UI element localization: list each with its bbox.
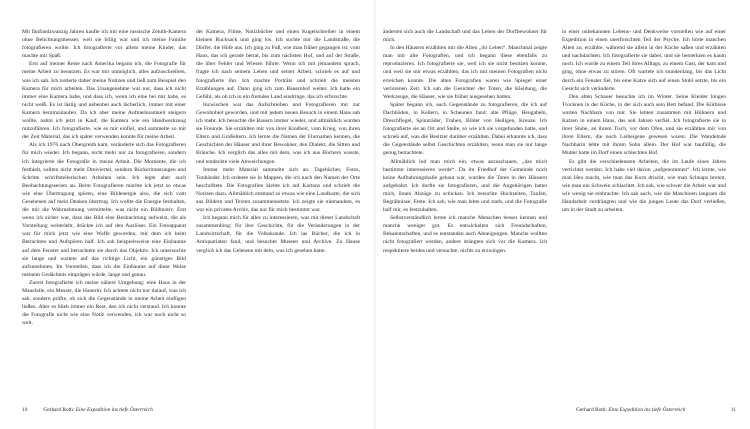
paragraph: Allmählich lud man mich ein, etwas anzuschauen, „das mich bestimmt interessieren werde“. Da im Friedhof der Gemeinde noch keine Aufbahrungshalle gebaut war, wurden die Toten in den Häusern aufgebahrt. Ich durfte sie fotografieren, und die Angehörigen baten mich, ihnen Abzüge zu schicken. Ich besuchte Hochzeiten, Taufen, Begräbnisse, Feste. Ich sah, wie man lebte und starb, und die Fotografie half mir, es festzuhalten. bbox=[383, 158, 547, 214]
running-footer-title: Eine Expedition ins tiefe Österreich bbox=[75, 407, 153, 413]
left-page-column-1 bbox=[22, 28, 186, 404]
left-page-column-2 bbox=[196, 28, 360, 404]
left-page-footer bbox=[22, 407, 153, 414]
running-footer-author: Gerhard Roth: bbox=[43, 407, 75, 413]
right-page bbox=[375, 0, 750, 429]
right-page-footer bbox=[576, 407, 736, 414]
paragraph: In den Häusern erzählten mir die Alten „ihr Leben“. Manchmal zeigte man mir alte Fotografien, und ich begann diese ebenfalls zu reproduzieren. Ich fotografierte sie, weil ich sie nicht besitzen konnte, und weil sie mir etwas erzählten, das ich mit meinen Fotografien nicht erreichen konnte. Die alten Fotografien waren wie Spiegel einer verlorenen Zeit. Ich sah die Gesichter der Toten, die Kleidung, die Werkzeuge, die Häuser, wie sie früher ausgesehen hatten. bbox=[383, 45, 547, 100]
paragraph: der Kamera, Filme, Notizbücher und einen Kugelschreiber in einem kleinen Rucksack und ging los. Ich suchte mir die Landstraße, die Dörfer, die Höfe aus. Ich ging zu Fuß, wie man früher gegangen ist, vom Haus, das ich gerade betrat, bis zum nächsten Hof, und auf der Straße, die über Felder und Wiesen führte. Wenn ich mit jemandem sprach, fragte ich nach seinem Leben und seiner Arbeit, schrieb es auf und fotografierte ihn. Ich machte Porträts und schrieb die meisten Erzählungen auf. Dann ging ich zum Bauernhof weiter. Ich hatte ein Gefühl, als ob ich in ein fremdes Land eindringe, das ich erforschte. bbox=[196, 29, 360, 100]
paragraph: Es gibt die verschiedensten Arbeiten, die im Laufe eines Jahres verrichtet werden. Ich habe viel davon „aufgenommen“. Ich lernte, wie man Heu macht, wie man das Korn drischt, wie man Schnaps brennt, wie man ein Schwein schlachtet. Ich sah, wie schwer die Arbeit war und wie wenig sie einbrachte. Ich sah auch, wie die Maschinen langsam die Handarbeit verdrängten und wie die jungen Leute das Dorf verließen, um in der Stadt zu arbeiten. bbox=[562, 158, 726, 214]
page-number: 10 bbox=[22, 407, 28, 413]
paragraph: änderten sich auch die Landschaft und das Leben der Dorfbewohner für mich. bbox=[383, 29, 547, 44]
page-number: 11 bbox=[730, 407, 736, 413]
paragraph: Selbstverständlich lernte ich manche Menschen besser kennen und manche weniger gut. Es entwickelten sich Freundschaften, Bekanntschaften, und es entstanden auch Abneigungen. Manche wollten nicht fotografiert werden, andere drängten sich vor die Kamera. Ich respektierte beides und versuchte, nichts zu erzwingen. bbox=[383, 215, 547, 254]
paragraph: Zuerst fotografierte ich meine nähere Umgebung: eine Haus in der Mausfalle, ein Messer, die Hauerin. Ich achtete nicht nur darauf, was ich sah, sondern prüfte, ob sich die Gegenstände in meine Arbeit einfügen ließen. Aber es blieb immer ein Rest, den ich nicht verstand. Ich konnte die Fotografie nicht wie eine Notiz verwenden, ich war noch nicht so weit. bbox=[22, 279, 186, 327]
paragraph: Immer mehr Material sammelte sich an. Tagebücher, Fotos, Tonbänder. Ich ordnete sie in Mappen, die ich nach den Namen der Orte beschriftete. Die Fotografien klebte ich auf Kartons und schrieb die Notizen dazu. Allmählich entstand so etwas wie eine Landkarte, die sich aus Bildern und Texten zusammensetzte. Ich zeigte sie niemandem, es war ein privates Archiv, das nur für mich bestimmt war. bbox=[196, 166, 360, 214]
running-footer-author: Gerhard Roth: bbox=[576, 407, 607, 413]
running-footer-title: Eine Expedition ins tiefe Österreich bbox=[608, 407, 686, 413]
paragraph: in einer unbekannten Lebens- und Denkweise vorstellen wie auf einer Expedition in einen unerforschten Teil der Psyche. Ich hörte manchen Alten zu, erzählte, während sie allein in der Küche saßen und erzählten und nachdachten. Ich fotografierte sie dabei, und sie bemerkten es kaum noch. Ich wurde zu einem Teil ihres Alltags, zu einem Gast, der kam und ging, ohne etwas zu stören. Oft wartete ich stundenlang, bis das Licht durch ein Fenster fiel, bis eine Katze sich auf einen Stuhl setzte, bis ein Gesicht sich veränderte. bbox=[562, 29, 726, 92]
paragraph: Den alten Schauer besuchte ich im Winter. Seine Kleider hingen Trocknen in der Küche, in der sich auch sein Bett befand. Die Kürbisse warten Nachbarn von mir. Sie lebten zusammen mit Hühnern und Katzen in einem Haus, das seit Jahren verfiel. Ich fotografierte sie in ihrer Stube, an ihrem Tisch, vor dem Ofen, und sie erzählten mir von ihren Eltern, die noch Leibeigene gewesen waren. Die Wandelnde Nachbarin lebte mit ihrem Sohn allein. Der Hof war baufällig, die Mutter hatte im Dorf einen schlechten Ruf. bbox=[562, 93, 726, 157]
paragraph: Erst auf meiner Reise nach Amerika begann ich, die Fotografie für meine Arbeit zu benutzen. Es war mir unmöglich, alles aufzuschreiben, was ich sah. Ich notierte daher meine Notizen und ließ zum Beispiel den Kamera für mich arbeiten. Das Unangenehme war nur, dass ich nicht immer eine Kamera habe, und dass ich, wenn ich eine bei mir habe, es nicht weiß. Es ist lästig und nebenbei auch lächerlich, immer mit einer Kamera herumzulaufen. Da ich aber meine Aufmerksamkeit steigern wollte, nahm ich jetzt in Kauf, die Kamera wie ein Handwerkzeug mitzuführen. Ich fotografierte, wie es mir einfiel, und sammelte so mit der Zeit Material, das ich später verwenden konnte für meine Arbeit. bbox=[22, 61, 186, 141]
paragraph: Später begann ich, auch Gegenstände zu fotografieren, die ich auf Dachböden, in Kellern, in Scheunen fand: alte Pflüge, Heugabeln, Dreschflegel, Spinnräder, Truhen, Bilder von Heiligen, Kreuze. Ich fotografierte sie an Ort und Stelle, so wie ich sie vorgefunden hatte, und schrieb auf, was die Besitzer darüber erzählten. Dabei erkannte ich, dass die Gegenstände selbst Geschichten erzählten, wenn man sie nur lange genug betrachtete. bbox=[383, 101, 547, 157]
paragraph: Ich begann mich für alles zu interessieren, was mit dieser Landschaft zusammenhing: für ihre Geschichte, für die Veränderungen in der Landwirtschaft, für die Volkskunde. Ich las Bücher, die ich in Antiquariaten fand, und besuchte Museen und Archive. Zu Hause verglich ich das Gelesene mit dem, was ich gesehen hatte. bbox=[196, 215, 360, 254]
paragraph: Als ich 1976 nach Obergreith kam, veränderte sich das Fotografieren für mich wieder. Ich begann, nicht mehr nur zu fotografieren, sondern ich integrierte die Fotografie in meine Arbeit. Die Momente, die ich festhielt, sollten nicht mehr Dreiviertel, sondern Rückerinnerungen und Schritte schriftstellerischen Arbeiten sein. Ich legte aber auch Beobachtungsserien an. Beim Fotografieren machte ich jetzt so etwas wie eine Übertragung spüren, eine Bildenergie also, die sich vom Gesehenen auf mein Denken übertrug. Ich wollte die Energie festhalten, die mir die Wahrnehmung vermittelte, was nicht ein Bildmotiv. Erst wenn ich sicher war, dass das Bild eine Beobachtung aufweist, die als Vorstellung weiterlebt, drückte ich auf den Auslöser. Ein Fotoapparat war für mich jetzt wie eine Waffe geworden, mit dem ich beim Betrachten und Aufspüren half. Ich sah beispielsweise eine Einbaume auf dem Fenster und betrachtete sie durch das Objektiv. Ich untersuchte sie lange und wartete auf das richtige Licht, ein günstiges Bild aufzunehmen. Im Vorstellen, dass ich die Einbaume auf diese Weise meinem Gedächtnis einprägen würde, lange und genau. bbox=[22, 142, 186, 278]
paragraph: Inzwischen war das Aufschreiben und Fotografieren mir zur Gewohnheit geworden, und mit jedem neuen Besuch in einem Haus sah ich mehr. Ich besuchte die Bauern immer wieder, und allmählich wurden sie Freunde. Sie erzählten mir von ihrer Kindheit, vom Krieg, von ihren Eltern und Großeltern. Ich lernte die Namen der Flurnamen kennen, die Geschichten der Häuser und ihrer Bewohner, den Dialekt, die Sitten und Bräuche. Ich verglich das alles mit dem, was ich aus Büchern wusste, und entdeckte viele Abweichungen. bbox=[196, 101, 360, 165]
right-page-column-2 bbox=[562, 28, 726, 404]
right-page-column-1 bbox=[383, 28, 547, 404]
paragraph: Mit fünfundzwanzig Jahren kaufte ich mir eine russische Zenith-Kamera ohne Belichtungsmesser, weil sie billig war und ich meine Familie fotografieren wollte. Ich fotografierte vor allem meine Kinder, das machte mir Spaß. bbox=[22, 29, 186, 60]
